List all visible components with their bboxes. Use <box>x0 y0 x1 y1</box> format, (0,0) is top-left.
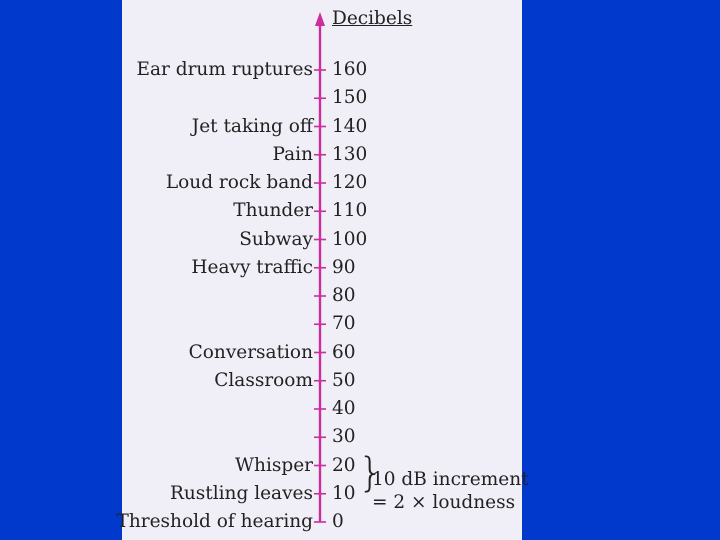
level-value: 60 <box>332 341 356 363</box>
level-value: 20 <box>332 454 356 476</box>
axis-title: Decibels <box>332 8 413 29</box>
level-label: Whisper <box>235 454 313 476</box>
level-label: Rustling leaves <box>169 482 313 504</box>
level-value: 80 <box>332 285 356 306</box>
level-label: Conversation <box>188 341 313 363</box>
level-value: 90 <box>332 256 356 278</box>
decibel-scale <box>122 0 522 540</box>
level-label: Jet taking off <box>191 115 313 137</box>
note-line-2: = 2 × loudness <box>372 492 516 513</box>
level-label: Loud rock band <box>165 172 313 193</box>
level-value: 130 <box>332 143 368 165</box>
level-value: 160 <box>332 59 368 80</box>
level-label: Classroom <box>214 369 313 391</box>
level-value: 0 <box>332 511 344 532</box>
level-value: 70 <box>332 313 356 335</box>
level-label: Ear drum ruptures <box>136 59 313 80</box>
level-value: 40 <box>332 398 356 419</box>
level-value: 30 <box>332 426 356 448</box>
level-label: Threshold of hearing <box>116 511 313 532</box>
level-value: 140 <box>332 115 368 137</box>
diagram-panel <box>116 0 529 540</box>
level-label: Heavy traffic <box>191 256 313 278</box>
level-value: 10 <box>332 482 356 504</box>
note-line-1: 10 dB increment <box>372 469 529 490</box>
level-label: Thunder <box>233 200 313 222</box>
level-value: 110 <box>332 200 368 222</box>
brace-icon: } <box>358 450 384 496</box>
level-value: 50 <box>332 369 356 391</box>
level-value: 150 <box>332 87 368 109</box>
level-value: 100 <box>332 228 368 250</box>
level-label: Subway <box>239 228 313 250</box>
axis-arrowhead <box>315 12 325 26</box>
level-value: 120 <box>332 172 368 193</box>
level-label: Pain <box>272 143 313 165</box>
